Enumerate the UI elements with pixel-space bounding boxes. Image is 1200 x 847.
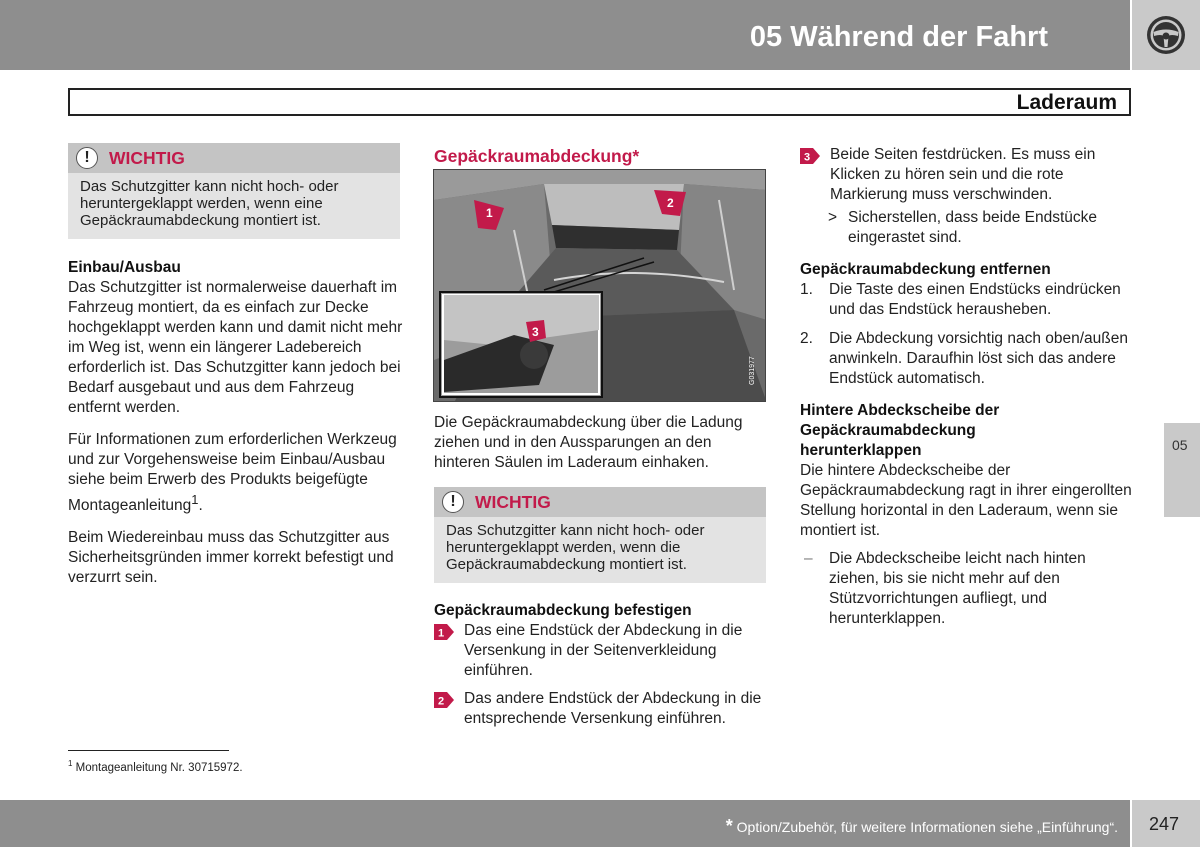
footnote-rule [68,750,229,751]
steering-wheel-icon [1145,14,1187,56]
warning-header [434,487,766,517]
chapter-side-tab-label: 05 [1172,437,1188,453]
paragraph-3: Beim Wiedereinbau muss das Schutzgitter aus Sicherheitsgründen immer korrekt befestigt und verzurrt sein. [68,529,394,587]
step-3-result [800,208,1134,248]
callout-1-label: 1 [486,206,493,220]
warning-label: WICHTIG [475,492,551,512]
remove-step-1-number: 1. [800,281,813,298]
step-1-number: 1 [438,627,445,640]
abdeckscheibe-step-text: Die Abdeckscheibe leicht nach hinten ziehen, bis sie nicht mehr auf den Stützvorrichtungen aufliegt, und herunterklappen. [829,550,1086,627]
cargo-illustration-svg [434,170,766,402]
page-number-box [1132,800,1200,847]
remove-step-2 [800,329,1134,389]
footer-star: * [725,816,733,836]
footnote-text: Montageanleitung Nr. 30715972. [75,761,243,774]
paragraph-2 [68,430,404,516]
dash-glyph: – [804,550,813,567]
header-bar [0,0,1130,70]
abdeckscheibe-paragraph: Die hintere Abdeckscheibe der Gepäckraumabdeckung ragt in ihrer eingerollten Stellung horizontal in den Laderaum, wenn sie montiert ist. [800,462,1132,539]
step-3 [800,145,1134,205]
step-2 [434,689,768,729]
figure-caption: Die Gepäckraumabdeckung über die Ladung ziehen und in den Aussparungen an den hinteren Säulen im Laderaum einhaken. [434,414,743,471]
step-3-number: 3 [804,151,811,164]
footnote-ref: 1 [191,492,199,507]
callout-2-label: 2 [667,196,674,210]
remove-step-1 [800,280,1134,320]
section-title-box [68,88,1131,116]
remove-step-1-text: Die Taste des einen Endstücks eindrücken und das Endstück herausheben. [829,281,1121,318]
figure-caption-wrap [434,413,766,485]
figure-code: G031977 [749,356,756,385]
footer-note-text: Option/Zubehör, für weitere Informationen siehe „Einführung“. [736,819,1118,835]
column-1-text [68,258,404,600]
footer-bar [0,800,1130,847]
warning-text: Das Schutzgitter kann nicht hoch- oder heruntergeklappt werden, wenn die Gepäckraumabdeckung montiert ist. [446,522,705,573]
heading-gepaeckraumabdeckung: Gepäckraumabdeckung* [434,146,640,166]
chapter-icon-box [1132,0,1200,70]
heading-entfernen: Gepäckraumabdeckung entfernen [800,261,1051,278]
exclamation-icon: ! [442,491,464,513]
abdeckscheibe-step [800,549,1134,629]
column-3-text [800,145,1134,629]
cargo-cover-illustration [433,169,766,402]
chapter-side-tab [1164,423,1200,517]
step-2-text: Das andere Endstück der Abdeckung in die entsprechende Versenkung einführen. [464,690,762,727]
chapter-title: 05 Während der Fahrt [749,21,1048,53]
page-number: 247 [1149,814,1180,834]
heading-einbau-ausbau: Einbau/Ausbau [68,259,181,276]
remove-step-2-text: Die Abdeckung vorsichtig nach oben/außen anwinkeln. Daraufhin löst sich das andere Endstück automatisch. [829,330,1129,387]
column-2-steps [434,601,768,737]
step-3-result-text: Sicherstellen, dass beide Endstücke eingerastet sind. [848,209,1098,246]
footer-note [726,817,1118,836]
exclamation-icon: ! [76,147,98,169]
step-2-number: 2 [438,695,445,708]
step-3-badge [800,148,820,164]
paragraph-2-text: Für Informationen zum erforderlichen Werkzeug und zur Vorgehensweise beim Einbau/Ausbau siehe beim Erwerb des Produkts beigefügte Montageanleitung [68,431,397,515]
warning-header [68,143,400,173]
paragraph-2-end: . [198,497,203,515]
step-1-text: Das eine Endstück der Abdeckung in die Versenkung in der Seitenverkleidung einführen. [464,622,743,679]
heading-abdeckscheibe: Hintere Abdeckscheibe der Gepäckraumabdeckung herunterklappen [800,402,1000,459]
footnote [68,757,243,775]
paragraph-1: Das Schutzgitter ist normalerweise dauerhaft im Fahrzeug montiert, da es einfach zur Decke hochgeklappt werden kann und damit nicht mehr im Weg ist, wenn ein längerer Ladebereich erforderlich ist. Das Schutzgitter kann jedoch bei Bedarf ausgebaut und aus dem Fahrzeug entfernt werden. [68,279,403,416]
callout-3-label: 3 [532,325,539,339]
step-2-badge [434,692,454,708]
footnote-number: 1 [68,759,73,768]
step-1-badge [434,624,454,640]
remove-step-2-number: 2. [800,330,813,347]
warning-box-2 [434,487,766,583]
warning-box-1 [68,143,400,239]
warning-label: WICHTIG [109,148,185,168]
heading-befestigen: Gepäckraumabdeckung befestigen [434,602,692,619]
column-2-heading-wrap [434,146,766,166]
result-glyph: > [828,209,838,226]
step-3-text: Beide Seiten festdrücken. Es muss ein Klicken zu hören sein und die rote Markierung muss verschwinden. [830,146,1096,203]
section-title: Laderaum [1016,91,1117,114]
step-1 [434,621,768,681]
warning-text: Das Schutzgitter kann nicht hoch- oder heruntergeklappt werden, wenn eine Gepäckraumabdeckung montiert ist. [80,178,339,229]
